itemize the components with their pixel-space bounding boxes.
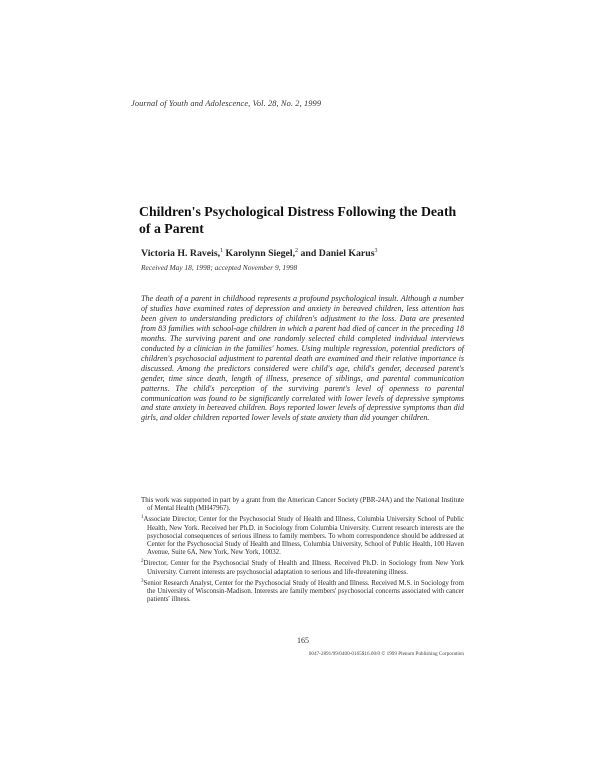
footnote-text: Director, Center for the Psychosocial Study of Health and Illness. Received Ph.D. in Sociology from New York University. Current interests are psychosocial adaptation to serious and life-threatening illness.	[143, 560, 464, 576]
author-list	[141, 248, 501, 259]
author-footnote-marker: 1	[220, 248, 224, 254]
received-date: Received May 18, 1998; accepted November 9, 1998	[141, 263, 298, 272]
footnote-1	[141, 514, 464, 557]
author-footnote-marker: 3	[374, 248, 378, 254]
page-number: 165	[297, 636, 309, 645]
author-footnote-marker: 2	[295, 248, 299, 254]
footnote-2	[141, 558, 464, 576]
article-title: Children's Psychological Distress Following the Death of a Parent	[139, 204, 457, 236]
issn-copyright-line: 0047-2891/99/0400-0165$16.00/0 © 1999 Plenum Publishing Corporation	[308, 651, 464, 657]
footnote-marker: 3	[141, 578, 144, 584]
footnote-3	[141, 578, 464, 605]
footnote-marker: 2	[141, 559, 144, 565]
footnote-text: Associate Director, Center for the Psychosocial Study of Health and Illness, Columbia University School of Public Health, New York. Received her Ph.D. in Sociology from Columbia University. Current research interests are the psychosocial consequences of serious illness to family members. To whom correspondence should be addressed at Center for the Psychosocial Study of Health and Illness, Columbia University, School of Public Health, 100 Haven Avenue, Suite 6A, New York, New York, 10032.	[143, 516, 464, 557]
footnotes	[141, 497, 464, 605]
footnote-text: This work was supported in part by a grant from the American Cancer Society (PBR-24A) and the National Institute of Mental Health (MH47967).	[141, 497, 464, 513]
footnote-marker: 1	[141, 515, 144, 521]
journal-citation: Journal of Youth and Adolescence, Vol. 28, No. 2, 1999	[131, 99, 322, 108]
author-name: and Daniel Karus	[298, 248, 375, 259]
footnote-funding	[141, 497, 464, 513]
footnote-text: Senior Research Analyst, Center for the Psychosocial Study of Health and Illness. Received M.S. in Sociology from the University of Wisconsin-Madison. Interests are family members' psychosocial concerns associated with cancer patients' illness.	[143, 579, 464, 604]
abstract: The death of a parent in childhood represents a profound psychological insult. Although a number of studies have examined rates of depression and anxiety in bereaved children, less attention has been given to understanding predictors of children's adjustment to the loss. Data are presented from 83 families with school-age children in which a parent had died of cancer in the preceding 18 months. The surviving parent and one randomly selected child completed individual interviews conducted by a clinician in the families' homes. Using multiple regression, potential predictors of children's psychosocial adjustment to parental death are examined and their relative importance is discussed. Among the predictors considered were child's age, child's gender, deceased parent's gender, time since death, length of illness, presence of siblings, and parental communication patterns. The child's perception of the surviving parent's level of openness to parental communication was found to be significantly correlated with lower levels of depressive symptoms and state anxiety in bereaved children. Boys reported lower levels of depressive symptoms than did girls, and older children reported lower levels of state anxiety than did younger children.	[141, 294, 464, 423]
author-name: Victoria H. Raveis,	[141, 248, 221, 259]
author-name: Karolynn Siegel,	[223, 248, 296, 259]
